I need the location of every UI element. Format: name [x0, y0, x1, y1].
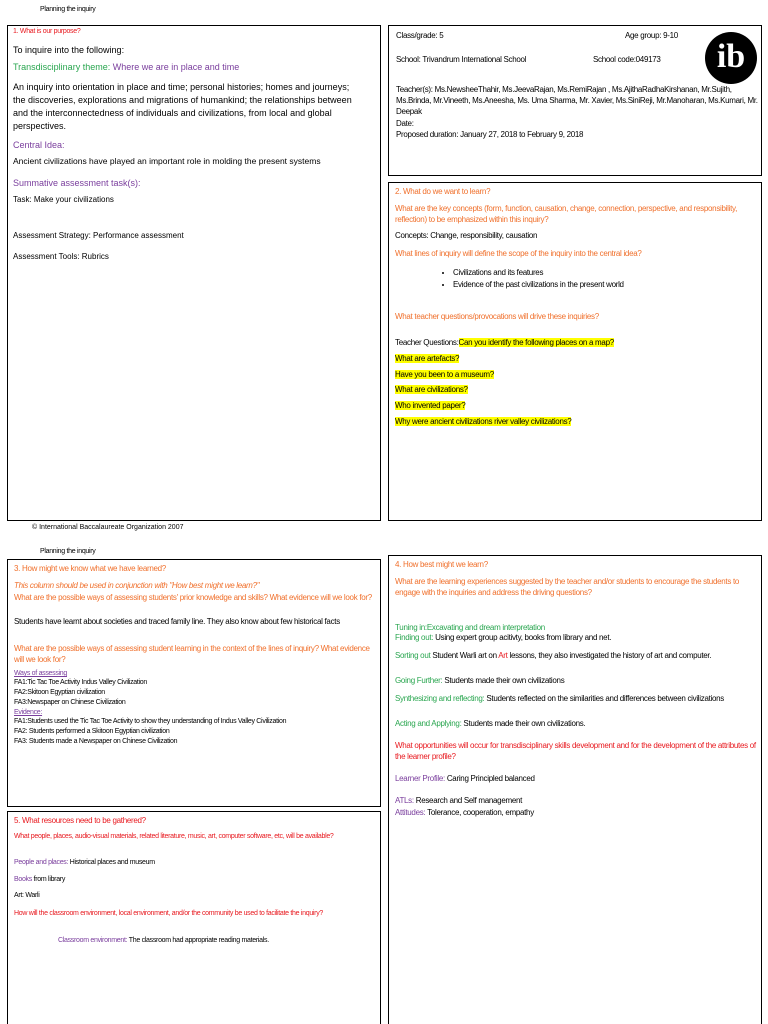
- line-of-inquiry-item: • Evidence of the past civilizations in the present world: [453, 279, 761, 291]
- evidence-label: Evidence:: [14, 709, 43, 716]
- assessment-tools: Assessment Tools: Rubrics: [13, 252, 109, 261]
- acting-applying: Acting and Applying: Students made their own civilizations.: [395, 719, 586, 728]
- key-concepts-question: What are the key concepts (form, function, causation, change, connection, perspective, and responsibility, reflection) to be emphasized within this inquiry?: [395, 204, 738, 224]
- assessment-strategy: Assessment Strategy: Performance assessment: [13, 231, 184, 240]
- theme-description: An inquiry into orientation in place and time; personal histories; homes and journeys; the discoveries, explorations and migrations of humankind; the relationships between and the interconnectedness of individuals and civilizations, from local and global perspectives.: [13, 82, 352, 131]
- assessment-section: [7, 559, 381, 807]
- classroom-environment: Classroom environment: The classroom had appropriate reading materials.: [58, 937, 269, 944]
- teacher-question: Why were ancient civilizations river valley civilizations?: [395, 417, 572, 426]
- page-header: Planning the inquiry: [40, 548, 96, 555]
- synthesizing-label: Synthesizing and reflecting:: [395, 694, 485, 703]
- finding-out-text: Using expert group acitivty, books from library and net.: [433, 633, 612, 642]
- teacher-questions-label: Teacher Questions:: [395, 338, 459, 347]
- learning-experiences-section: [388, 555, 762, 1024]
- howlearn-title: 4. How best might we learn?: [395, 560, 488, 569]
- evidence-item: FA1:Students used the Tic Tac Toe Activity to show they understanding of Indus Valley Civilization: [14, 718, 287, 725]
- inquire-text: To inquire into the following:: [13, 45, 125, 55]
- teacher-question: Who invented paper?: [395, 401, 466, 410]
- summative-label: Summative assessment task(s):: [13, 178, 141, 188]
- ways-of-assessing-label: Ways of assessing: [14, 670, 67, 677]
- proposed-duration: Proposed duration: January 27, 2018 to February 9, 2018: [396, 130, 584, 139]
- line-of-inquiry-item: • Civilizations and its features: [453, 267, 761, 279]
- teachers: Teacher(s): Ms.NewsheeThahir, Ms.JeevaRajan, Ms.RemiRajan , Ms.AjithaRadhaKirshanan, Mr.Sujith, Ms.Brinda, Mr.Vineeth, Ms.Aneesha, Ms. Uma Sharma, Mr. Xavier, Ms.SiniReji, Mr.Manoharan, Ms.Kumari, Mr. Deepak: [396, 85, 758, 116]
- resources-question: What people, places, audio-visual materials, related literature, music, art, computer software, etc, will be available?: [14, 833, 334, 840]
- school-code: School code:049173: [593, 55, 661, 64]
- classroom-environment-label: Classroom environment:: [58, 937, 128, 944]
- page-header: Planning the inquiry: [40, 6, 96, 13]
- going-further: Going Further: Students made their own civilizations: [395, 676, 565, 685]
- purpose-section: [7, 25, 381, 521]
- class-info-section: [388, 25, 762, 176]
- learner-profile: Learner Profile: Caring Principled balanced: [395, 774, 535, 783]
- acting-applying-label: Acting and Applying:: [395, 719, 462, 728]
- teacher-question: What are artefacts?: [395, 354, 460, 363]
- purpose-title: 1. What is our purpose?: [13, 28, 81, 35]
- teacher-question: What are civilizations?: [395, 385, 468, 394]
- atls-label: ATLs:: [395, 796, 414, 805]
- teacher-question: Have you been to a museum?: [395, 370, 494, 379]
- going-further-label: Going Further:: [395, 676, 443, 685]
- attitudes-label: Attitudes:: [395, 808, 426, 817]
- assessment-way: FA2:Skitoon Egyptian civilization: [14, 689, 105, 696]
- central-idea: Ancient civilizations have played an important role in molding the present systems: [13, 156, 321, 166]
- sorting-out-label: Sorting out: [395, 651, 431, 660]
- resources-title: 5. What resources need to be gathered?: [14, 816, 146, 825]
- school-name: School: Trivandrum International School: [396, 55, 527, 64]
- finding-out-label: Finding out:: [395, 633, 434, 642]
- atls: ATLs: Research and Self management: [395, 796, 523, 805]
- lines-question: What lines of inquiry will define the scope of the inquiry into the central idea?: [395, 249, 642, 258]
- teacher-question: Can you identify the following places on a map?: [458, 338, 614, 347]
- assessment-way: FA1:Tic Tac Toe Activity Indus Valley Civilization: [14, 679, 147, 686]
- concepts: Concepts: Change, responsibility, causation: [395, 231, 538, 240]
- opportunities-question: What opportunities will occur for transdisciplinary skills development and for the development of the attributes of the learner profile?: [395, 741, 756, 761]
- central-idea-label: Central Idea:: [13, 140, 65, 150]
- class-grade: Class/grade: 5: [396, 31, 444, 40]
- learn-title: 2. What do we want to learn?: [395, 187, 491, 196]
- prior-knowledge: Students have learnt about societies and traced family line. They also know about few historical facts: [14, 617, 340, 626]
- tuning-in-label: Tuning in:: [395, 623, 427, 632]
- page-footer: © International Baccalaureate Organization 2007: [32, 524, 184, 531]
- learn-section: [388, 182, 762, 521]
- resources-section: [7, 811, 381, 1024]
- know-title: 3. How might we know what we have learned?: [14, 564, 166, 573]
- people-places-label: People and places:: [14, 859, 69, 866]
- attitudes: Attitudes: Tolerance, cooperation, empathy: [395, 808, 534, 817]
- learning-experiences-question: What are the learning experiences suggested by the teacher and/or students to encourage the students to engage with the inquiries and address the driving questions?: [395, 577, 740, 597]
- evidence-item: FA3: Students made a Newspaper on Chinese Civilization: [14, 738, 178, 745]
- people-places: People and places: Historical places and museum: [14, 859, 155, 866]
- date-label: Date:: [396, 119, 414, 128]
- theme-line: [13, 61, 239, 73]
- finding-out: [395, 632, 611, 643]
- prior-knowledge-question: What are the possible ways of assessing students' prior knowledge and skills? What evidence will we look for?: [14, 593, 372, 602]
- summative-task: Task: Make your civilizations: [13, 195, 114, 204]
- column-note: This column should be used in conjunction with "How best might we learn?": [14, 581, 260, 590]
- art-resource: Art: Warli: [14, 892, 40, 899]
- teacher-questions-prompt: What teacher questions/provocations will drive these inquiries?: [395, 312, 599, 321]
- environment-question: How will the classroom environment, local environment, and/or the community be used to facilitate the inquiry?: [14, 910, 323, 917]
- teacher-questions-first: [395, 337, 614, 348]
- books: Books from library: [14, 876, 66, 883]
- learning-assessment-question: What are the possible ways of assessing student learning in the context of the lines of inquiry? What evidence will we look for?: [14, 644, 370, 664]
- sorting-out: Sorting out Student Warli art on Art lessons, they also investigated the history of art and computer.: [395, 651, 712, 660]
- assessment-way: FA3:Newspaper on Chinese Civilization: [14, 699, 126, 706]
- lines-of-inquiry-list: [389, 267, 761, 291]
- tuning-in-text: Excavating and dream interpretation: [426, 623, 545, 632]
- theme-label: Transdisciplinary theme:: [13, 62, 111, 72]
- age-group: Age group: 9-10: [625, 31, 678, 40]
- synthesizing: Synthesizing and reflecting: Students reflected on the similarities and differences between civilizations: [395, 694, 724, 703]
- evidence-item: FA2: Students performed a Skitoon Egyptian civilization: [14, 728, 170, 735]
- theme-value: Where we are in place and time: [112, 62, 240, 72]
- books-label: Books: [14, 876, 32, 883]
- learner-profile-label: Learner Profile:: [395, 774, 445, 783]
- ib-logo: ib: [705, 32, 757, 84]
